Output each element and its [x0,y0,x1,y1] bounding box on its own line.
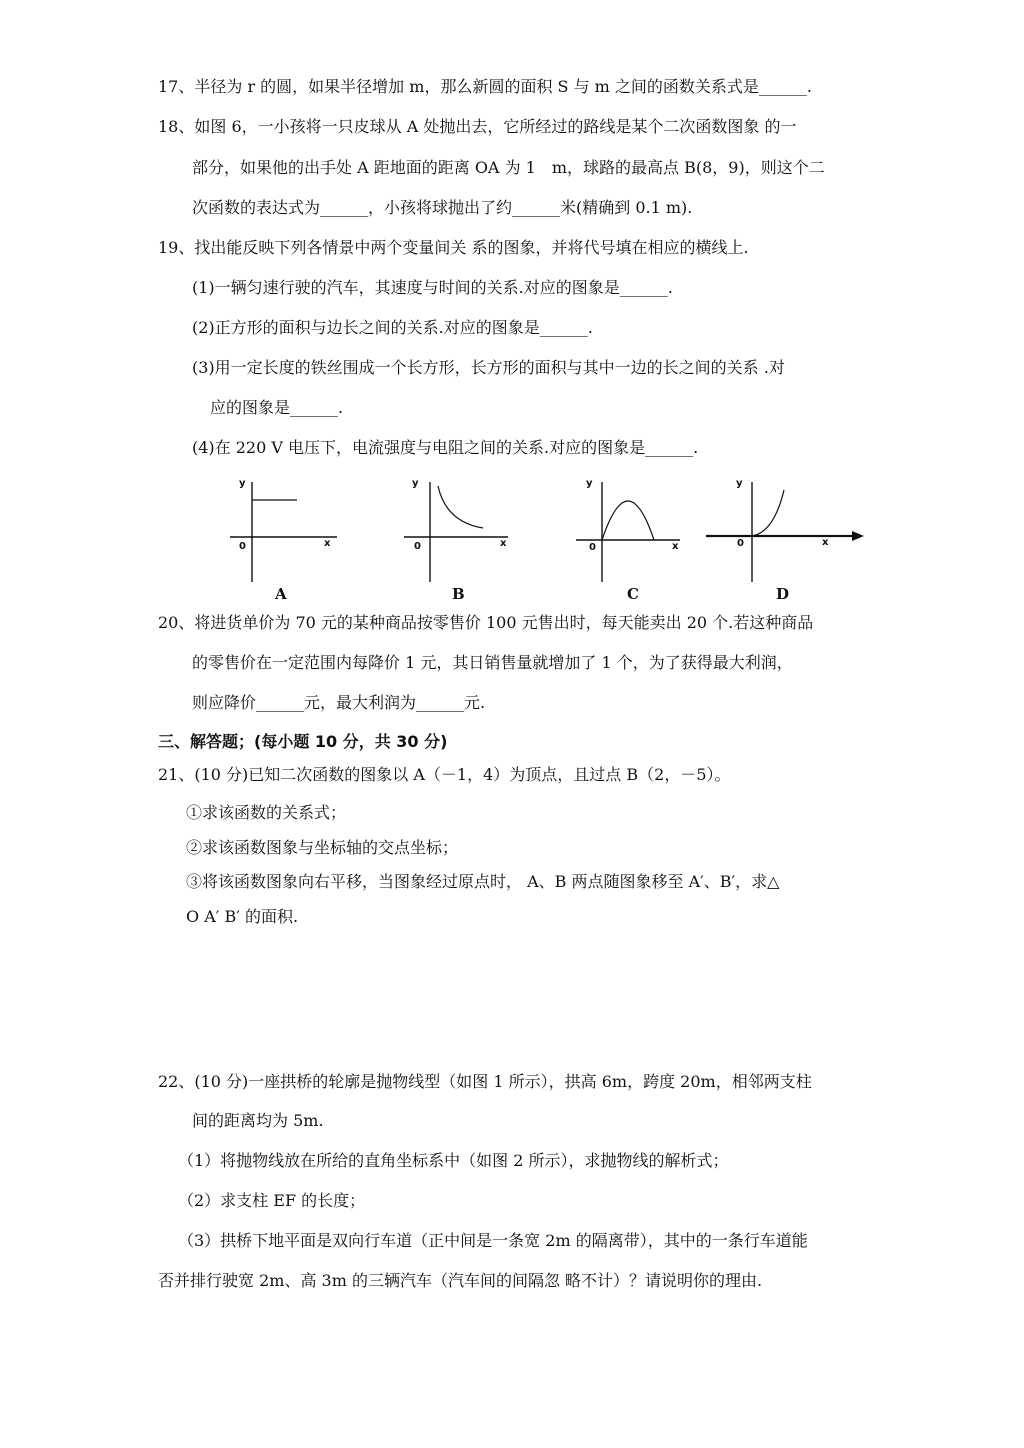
question-19-intro: 19、找出能反映下列各情景中两个变量间关 系的图象，并将代号填在相应的横线上. [158,238,749,257]
graph-a-svg [222,472,342,584]
question-22-part-1: （1）将抛物线放在所给的直角坐标系中（如图 2 所示），求抛物线的解析式； [178,1151,729,1170]
graph-c [570,472,690,584]
graph-b [398,472,518,584]
question-21-part-3-cont: O A′ B′ 的面积. [186,907,299,926]
question-19-item-3: (3)用一定长度的铁丝围成一个长方形，长方形的面积与其中一边的长之间的关系 .对 [192,358,785,377]
graph-d-arrow-icon [852,531,864,541]
graph-b-curve [438,486,483,528]
graph-c-origin: 0 [589,542,596,553]
question-21-part-1: ①求该函数的关系式； [186,803,347,822]
graph-d-origin: 0 [737,538,744,549]
question-19-item-3-cont: 应的图象是______. [210,398,344,417]
graph-b-label: B [452,585,465,603]
graph-a-y-label: y [239,478,246,489]
graph-b-x-label: x [500,538,507,549]
graph-c-x-label: x [672,541,679,552]
question-18-line-1: 18、如图 6，一小孩将一只皮球从 A 处抛出去，它所经过的路线是某个二次函数图象 的一 [158,117,797,136]
question-20-line-3: 则应降价______元，最大利润为______元. [192,693,486,712]
question-18-line-2: 部分，如果他的出手处 A 距地面的距离 OA 为 1 m，球路的最高点 B(8，9)，则这个二 [192,158,825,177]
question-21-part-3: ③将该函数图象向右平移，当图象经过原点时， A、B 两点随图象移至 A′、B′，求△ [186,872,780,891]
question-19-item-4: (4)在 220 V 电压下，电流强度与电阻之间的关系.对应的图象是______. [192,438,699,457]
question-22-part-2: （2）求支柱 EF 的长度； [178,1191,366,1210]
graph-d-y-label: y [736,478,743,489]
graph-c-label: C [627,585,639,603]
question-19-item-2: (2)正方形的面积与边长之间的关系.对应的图象是______. [192,318,593,337]
graph-a-origin: 0 [239,541,246,552]
question-22-line-1: 22、(10 分)一座拱桥的轮廓是抛物线型（如图 1 所示），拱高 6m，跨度 20m，相邻两支柱 [158,1072,812,1091]
graph-d-svg [704,472,866,584]
graph-d-curve [752,490,784,536]
graph-b-y-label: y [412,478,419,489]
question-21-part-2: ②求该函数图象与坐标轴的交点坐标； [186,838,459,857]
section-3-heading: 三、解答题；(每小题 10 分，共 30 分) [158,732,448,751]
question-17: 17、半径为 r 的圆，如果半径增加 m，那么新圆的面积 S 与 m 之间的函数关系式是______. [158,77,813,96]
graph-d-label: D [776,585,790,603]
graph-c-y-label: y [586,478,593,489]
question-22-line-2: 间的距离均为 5m. [192,1111,324,1130]
question-20-line-2: 的零售价在一定范围内每降价 1 元，其日销售量就增加了 1 个，为了获得最大利润， [192,653,793,672]
question-21-line-1: 21、(10 分)已知二次函数的图象以 A（－1，4）为顶点，且过点 B（2，－5）。 [158,765,731,784]
graph-c-curve [602,501,654,540]
question-22-part-3: （3）拱桥下地平面是双向行车道（正中间是一条宽 2m 的隔离带），其中的一条行车道能 [178,1231,808,1250]
graph-d-x-label: x [822,537,829,548]
graph-d [704,472,866,584]
question-20-line-1: 20、将进货单价为 70 元的某种商品按零售价 100 元售出时，每天能卖出 20 个.若这种商品 [158,613,814,632]
graph-a-label: A [275,585,287,603]
question-18-line-3: 次函数的表达式为______，小孩将球抛出了约______米(精确到 0.1 m). [192,198,693,217]
question-19-item-1: (1)一辆匀速行驶的汽车，其速度与时间的关系.对应的图象是______. [192,278,673,297]
graph-c-svg [570,472,690,584]
question-22-part-3-cont: 否并排行驶宽 2m、高 3m 的三辆汽车（汽车间的间隔忽 略不计）？请说明你的理由. [158,1271,763,1290]
graph-a-x-label: x [324,538,331,549]
graph-b-origin: 0 [414,541,421,552]
graph-b-svg [398,472,518,584]
graph-a [222,472,342,584]
